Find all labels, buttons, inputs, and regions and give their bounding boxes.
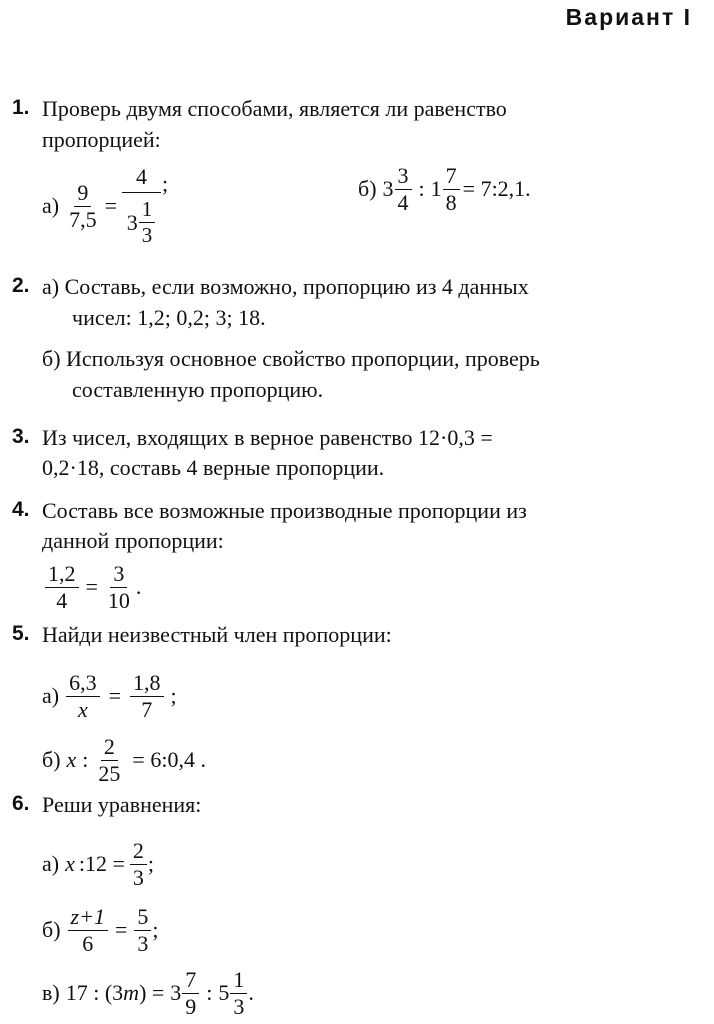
equation-mid: :12 = xyxy=(78,851,125,876)
equals-sign: = xyxy=(104,193,118,218)
task-3-line-2: 0,2·18, составь 4 верные пропорции. xyxy=(42,455,385,480)
task-2-b-line-1: б) Используя основное свойство пропорции, проверь xyxy=(42,346,540,371)
task-6-number: 6. xyxy=(12,792,30,815)
fraction xyxy=(95,733,123,786)
task-2-number: 2. xyxy=(12,274,30,297)
denominator: 10 xyxy=(107,587,130,613)
fraction xyxy=(130,837,147,890)
task-6-b-equation xyxy=(42,903,159,957)
task-2-a-line-1: а) Составь, если возможно, пропорцию из 4 данных xyxy=(42,274,529,299)
fraction-1 xyxy=(45,560,79,613)
denominator-x: x xyxy=(77,696,88,722)
numerator: 3 xyxy=(395,165,412,190)
task-2-b-line-2: составленную пропорцию. xyxy=(72,377,324,402)
task-1-number: 1. xyxy=(12,96,30,119)
numerator: 7 xyxy=(443,165,460,190)
mixed-number xyxy=(124,193,160,246)
task-6-b-label: б) xyxy=(42,917,61,942)
numerator: 5 xyxy=(134,906,151,931)
equation-post: ) = xyxy=(139,980,165,1005)
numerator: 6,3 xyxy=(66,672,100,697)
task-5-a-label: а) xyxy=(42,683,60,708)
denominator: 3 xyxy=(137,930,149,956)
denominator: 9 xyxy=(185,993,197,1019)
task-4-line-1: Составь все возможные производные пропорции из xyxy=(42,498,527,523)
numerator: 4 xyxy=(122,166,161,193)
task-1-line-1 xyxy=(42,96,706,122)
task-1-a-equation xyxy=(42,156,168,256)
equation-rest: = 7:2,1. xyxy=(462,176,531,201)
period: . xyxy=(248,980,254,1005)
task-3-number: 3. xyxy=(12,425,30,448)
colon: : xyxy=(82,747,89,772)
task-5-b-equation xyxy=(42,734,206,786)
denominator: 4 xyxy=(56,587,68,613)
task-6-c-equation xyxy=(42,966,254,1020)
semicolon: ; xyxy=(152,917,159,942)
numerator: 7 xyxy=(182,969,199,994)
task-1-line-2: пропорцией: xyxy=(42,127,161,152)
fraction-2 xyxy=(134,903,151,956)
fraction-part xyxy=(230,966,247,1019)
fraction-2 xyxy=(105,560,133,613)
task-6-line-1: Реши уравнения: xyxy=(42,792,202,817)
whole-part: 3 xyxy=(170,980,182,1005)
colon: : xyxy=(206,980,213,1005)
denominator: 6 xyxy=(82,930,94,956)
fraction-2 xyxy=(130,669,164,722)
task-5-line-1: Найди неизвестный член пропорции: xyxy=(42,622,392,647)
task-1-a-label: а) xyxy=(42,193,60,218)
denominator: 4 xyxy=(397,189,409,215)
fraction-part xyxy=(443,162,460,215)
task-4-line-2: данной пропорции: xyxy=(42,528,224,553)
variable-m: m xyxy=(123,980,140,1005)
task-5-number: 5. xyxy=(12,622,30,645)
numerator-z-plus-1: z+1 xyxy=(68,906,108,931)
fraction-1 xyxy=(68,903,108,956)
fraction-1 xyxy=(66,669,100,722)
denominator: 7 xyxy=(141,696,153,722)
task-1-text-1: Проверь двумя способами, является ли равенство xyxy=(42,96,507,121)
equation-rest: = 6:0,4 . xyxy=(132,747,206,772)
task-1-b-label: б) xyxy=(358,176,377,201)
numerator: 1,2 xyxy=(45,563,79,588)
whole-part: 1 xyxy=(430,176,442,201)
numerator: 1 xyxy=(230,969,247,994)
semicolon: ; xyxy=(147,851,155,876)
numerator: 9 xyxy=(74,182,91,207)
fraction-part xyxy=(182,966,199,1019)
colon: : xyxy=(418,176,425,201)
task-4-number: 4. xyxy=(12,498,30,521)
task-6-c-label: в) xyxy=(42,980,60,1005)
task-3-line-1: Из чисел, входящих в верное равенство 12·0,3 = xyxy=(42,425,493,450)
task-1-b-equation xyxy=(358,163,531,215)
task-1-a-fraction-2 xyxy=(122,166,161,246)
variant-title: Вариант I xyxy=(565,4,692,30)
whole-part: 3 xyxy=(126,209,138,235)
task-2-a-line-2: чисел: 1,2; 0,2; 3; 18. xyxy=(72,305,266,330)
numerator: 2 xyxy=(101,736,118,761)
equals-sign: = xyxy=(114,917,128,942)
task-5-b-label: б) xyxy=(42,747,61,772)
whole-part: 5 xyxy=(218,980,230,1005)
semicolon: ; xyxy=(162,171,169,196)
task-5-a-equation xyxy=(42,670,177,722)
denominator: 3 xyxy=(141,223,153,247)
equation-pre: 17 : (3 xyxy=(65,980,124,1005)
variable-x: x xyxy=(65,851,75,876)
denominator: 3 xyxy=(132,864,144,890)
denominator: 25 xyxy=(98,760,121,786)
task-1-a-fraction-1 xyxy=(66,179,100,232)
semicolon: ; xyxy=(170,683,177,708)
task-6-a-equation xyxy=(42,838,154,890)
equals-sign: = xyxy=(108,683,122,708)
numerator: 2 xyxy=(130,840,147,865)
whole-part: 3 xyxy=(382,176,394,201)
fraction-part xyxy=(395,162,412,215)
denominator: 3 xyxy=(233,993,245,1019)
denominator: 7,5 xyxy=(69,206,97,232)
equals-sign: = xyxy=(85,574,98,599)
numerator: 3 xyxy=(110,563,127,588)
task-6-a-label: а) xyxy=(42,851,60,876)
numerator: 1,8 xyxy=(130,672,164,697)
task-4-equation xyxy=(44,560,141,614)
fraction-part xyxy=(139,199,156,246)
variable-x: x xyxy=(66,747,77,772)
denominator: 8 xyxy=(445,189,457,215)
period: . xyxy=(135,574,142,599)
numerator: 1 xyxy=(139,199,156,223)
